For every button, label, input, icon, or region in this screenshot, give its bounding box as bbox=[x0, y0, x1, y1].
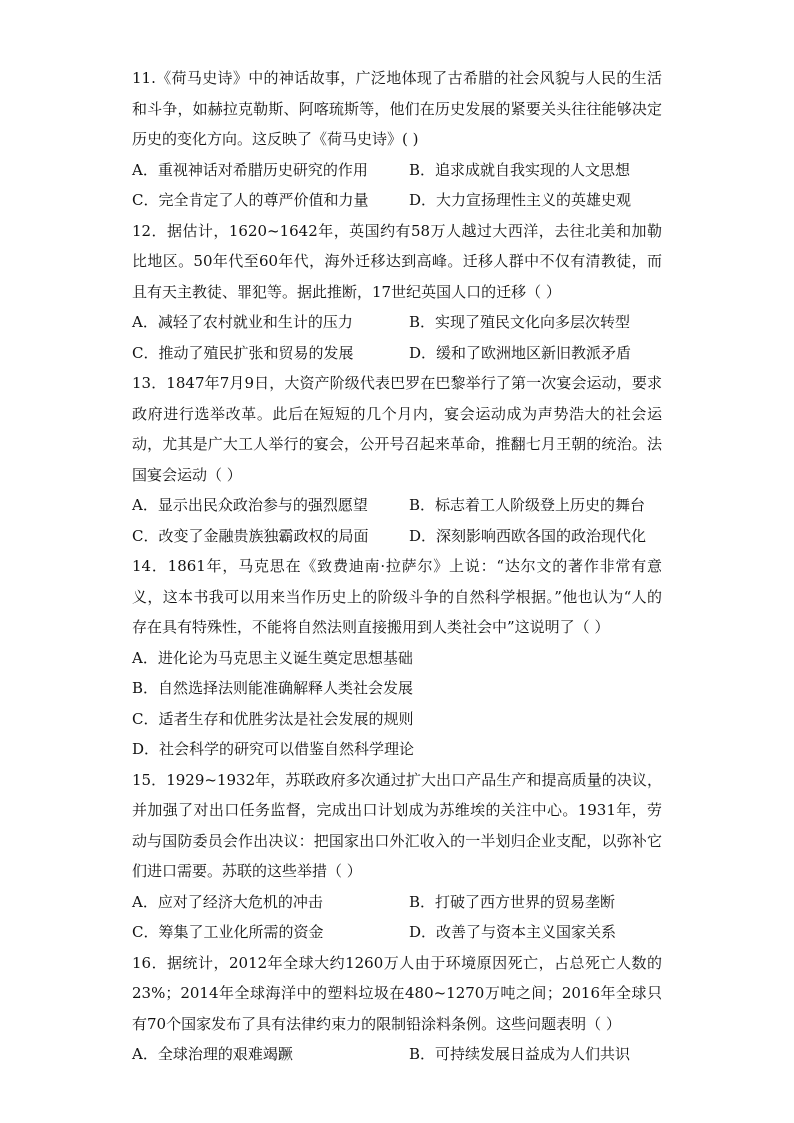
options-row bbox=[132, 490, 662, 521]
question-stem: 14．1861年，马克思在《致费迪南·拉萨尔》上说：“达尔文的著作非常有意义，这本书我可以用来当作历史上的阶级斗争的自然科学根据。”他也认为“人的存在具有特殊性，不能将自然法则直接搬用到人类社会中”这说明了（ ） bbox=[132, 557, 662, 636]
option-c[interactable]: C．适者生存和优胜劣汰是社会发展的规则 bbox=[132, 709, 414, 728]
options-row bbox=[132, 1039, 662, 1070]
question-stem: 11.《荷马史诗》中的神话故事，广泛地体现了古希腊的社会风貌与人民的生活和斗争，如赫拉克勒斯、阿喀琉斯等，他们在历史发展的紧要关头往往能够决定历史的变化方向。这反映了《荷马史诗》( ) bbox=[132, 69, 662, 148]
options-row bbox=[132, 521, 662, 552]
options-row bbox=[132, 887, 662, 918]
question-stem: 15．1929~1932年，苏联政府多次通过扩大出口产品生产和提高质量的决议，并加强了对出口任务监督，完成出口计划成为苏维埃的关注中心。1931年，劳动与国防委员会作出决议：把国家出口外汇收入的一半划归企业支配，以弥补它们进口需要。苏联的这些举措（ ） bbox=[132, 770, 662, 880]
question-11 bbox=[132, 63, 662, 216]
question-13 bbox=[132, 368, 662, 551]
options-row bbox=[132, 155, 662, 186]
option-d[interactable]: D．缓和了欧洲地区新旧教派矛盾 bbox=[409, 343, 632, 362]
option-a[interactable]: A．显示出民众政治参与的强烈愿望 bbox=[132, 496, 368, 514]
option-d[interactable]: D．大力宣扬理性主义的英雄史观 bbox=[409, 191, 632, 209]
options-row bbox=[132, 643, 662, 704]
option-c[interactable]: C．改变了金融贵族独霸政权的局面 bbox=[132, 526, 369, 545]
option-d[interactable]: D．社会科学的研究可以借鉴自然科学理论 bbox=[132, 740, 415, 758]
option-b[interactable]: B．自然选择法则能准确解释人类社会发展 bbox=[132, 679, 414, 697]
option-c[interactable]: C．完全肯定了人的尊严价值和力量 bbox=[132, 191, 369, 209]
option-a[interactable]: A．减轻了农村就业和生计的压力 bbox=[132, 313, 353, 331]
option-a[interactable]: A．全球治理的艰难竭蹶 bbox=[132, 1045, 293, 1063]
option-b[interactable]: B．可持续发展日益成为人们共识 bbox=[409, 1045, 631, 1063]
option-a[interactable]: A．应对了经济大危机的冲击 bbox=[132, 892, 323, 911]
exam-page bbox=[132, 63, 662, 1070]
question-12 bbox=[132, 216, 662, 369]
question-stem: 13．1847年7月9日，大资产阶级代表巴罗在巴黎举行了第一次宴会运动，要求政府进行选举改革。此后在短短的几个月内，宴会运动成为声势浩大的社会运动，尤其是广大工人举行的宴会，公开号召起来革命，推翻七月王朝的统治。法国宴会运动（ ） bbox=[132, 374, 662, 484]
options-row bbox=[132, 917, 662, 948]
option-c[interactable]: C．推动了殖民扩张和贸易的发展 bbox=[132, 343, 354, 362]
question-16 bbox=[132, 948, 662, 1070]
question-14 bbox=[132, 551, 662, 765]
option-d[interactable]: D．深刻影响西欧各国的政治现代化 bbox=[409, 526, 647, 545]
options-row bbox=[132, 338, 662, 369]
question-15 bbox=[132, 765, 662, 948]
option-d[interactable]: D．改善了与资本主义国家关系 bbox=[409, 923, 617, 941]
options-row bbox=[132, 704, 662, 765]
option-b[interactable]: B．标志着工人阶级登上历史的舞台 bbox=[409, 496, 646, 514]
option-b[interactable]: B．打破了西方世界的贸易垄断 bbox=[409, 892, 616, 911]
options-row bbox=[132, 307, 662, 338]
option-b[interactable]: B．实现了殖民文化向多层次转型 bbox=[409, 313, 631, 331]
option-c[interactable]: C．筹集了工业化所需的资金 bbox=[132, 923, 324, 941]
question-stem: 16．据统计，2012年全球大约1260万人由于环境原因死亡，占总死亡人数的23%；2014年全球海洋中的塑料垃圾在480~1270万吨之间；2016年全球只有70个国家发布了具有法律约束力的限制铅涂料条例。这些问题表明（ ） bbox=[132, 953, 662, 1033]
question-stem: 12．据估计，1620~1642年，英国约有58万人越过大西洋，去往北美和加勒比地区。50年代至60年代，海外迁移达到高峰。迁移人群中不仅有清教徒，而且有天主教徒、罪犯等。据此推断，17世纪英国人口的迁移（ ） bbox=[132, 221, 662, 301]
option-b[interactable]: B．追求成就自我实现的人文思想 bbox=[409, 160, 631, 179]
options-row bbox=[132, 185, 662, 216]
option-a[interactable]: A．进化论为马克思主义诞生奠定思想基础 bbox=[132, 648, 413, 667]
option-a[interactable]: A．重视神话对希腊历史研究的作用 bbox=[132, 160, 368, 179]
